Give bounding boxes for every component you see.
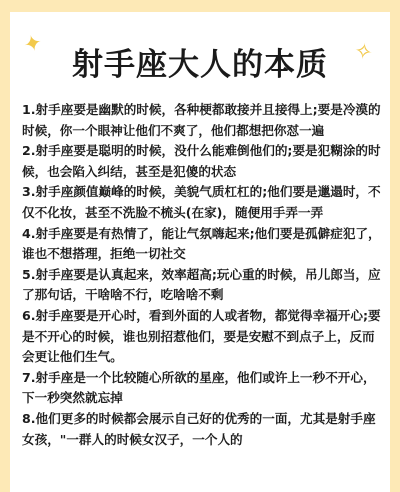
list-item: 3.射手座颜值巅峰的时候，美貌气质杠杠的;他们要是邋遢时，不仅不化妆，甚至不洗脸不梳头(在家)，随便用手弄一弄 [22,184,381,220]
list-item: 8.他们更多的时候都会展示自己好的优秀的一面，尤其是射手座女孩，"一群人的时候女汉子，一个人的 [22,410,376,447]
article-body [22,100,386,450]
list-item: 5.射手座要是认真起来，效率超高;玩心重的时候，吊儿郎当，应了那句话，干啥啥不行，吃啥啥不剩 [22,266,381,303]
sparkle-icon: ✦ [20,30,46,59]
page-title: 射手座大人的本质 [72,47,328,83]
list-item: 2.射手座要是聪明的时候，没什么能难倒他们的;要是犯糊涂的时候，也会陷入纠结，甚至是犯傻的状态 [22,143,381,179]
content-card [10,12,390,492]
list-item: 6.射手座要是开心时，看到外面的人或者物，都觉得幸福开心;要是不开心的时候，谁也别招惹他们，要是安慰不到点子上，反而会更让他们生气。 [22,307,381,365]
list-item: 1.射手座要是幽默的时候，各种梗都敢接并且接得上;要是冷漠的时候，你一个眼神让他们不爽了，他们都想把你怼一遍 [22,102,381,138]
list-item: 4.射手座要是有热情了，能让气氛嗨起来;他们要是孤僻症犯了，谁也不想搭理，拒绝一切社交 [22,225,381,262]
list-item: 7.射手座是一个比较随心所欲的星座，他们或许上一秒不开心，下一秒突然就忘掉 [22,369,376,406]
sparkle-icon: ✧ [352,38,375,67]
